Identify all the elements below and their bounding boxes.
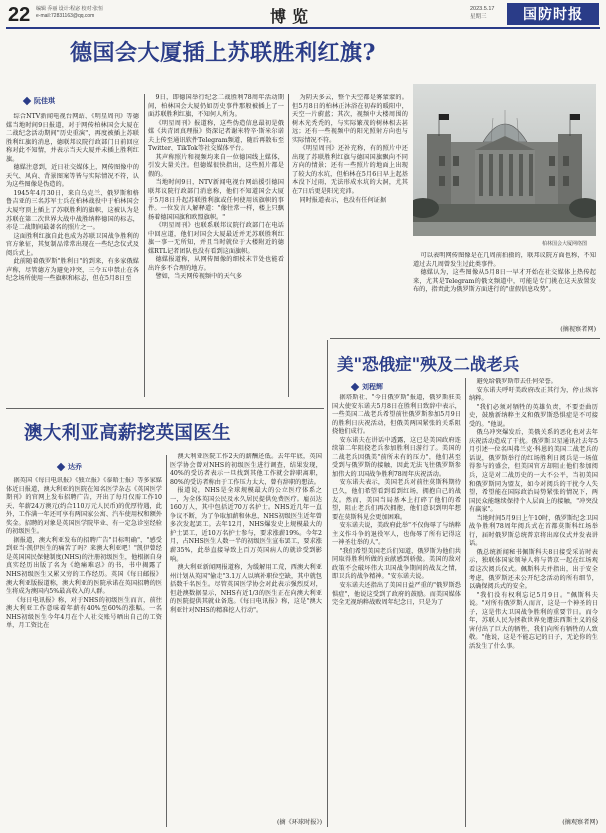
section-divider <box>6 408 324 409</box>
paragraph: 俄总统新闻秘书佩斯科夫8日接受采访时表示，独联体国家领导人将与普京一起在红场观看这次阅兵仪式。佩斯科夫并指出，出于安全考虑，俄罗斯还未公开纪念活动的所有细节，以确保阅兵式的安全。 <box>469 548 598 591</box>
article2-column-2 <box>170 453 322 815</box>
paragraph: 安东诺夫在讲话中透露，这已是美国政府连续第二年阻挠老兵参加胜利日游行了。美国的二战老兵因俄美"前所未有的压力"，他们甚至受到与俄罗斯的接触，因此无法飞往俄罗斯参加伟大的卫国战争胜利78周年庆祝活动。 <box>332 436 461 478</box>
column-divider <box>288 94 289 397</box>
article2-author: 达乔 <box>68 462 82 471</box>
paragraph: 譬如，当天网传视频中的天气多 <box>155 273 243 281</box>
header-rule <box>6 27 600 29</box>
column-divider <box>144 94 145 397</box>
article3-headline: 美"恐俄症"殃及二战老兵 <box>337 355 520 374</box>
article3-column-2 <box>469 378 598 810</box>
section-divider <box>330 338 600 339</box>
editor-credits: 编辑 乔丽 设计:程宓 校对:张恒 e-mail:72831163@qq.com <box>36 6 103 19</box>
article2-byline <box>58 462 82 472</box>
paragraph: 澳大利亚新闻网报道称，为缓解用工荒，西澳大利亚州计划从英国"偷走"3.1万人以填补职位空缺，其中就包括数千名医生。尽管英国医学协会对此表示强烈反对，但赴澳数据显示，NHS有近1/3的医生正在向澳大利亚的医院提供其就业备选。《每日电讯报》称，这是"澳大利亚针对NHS的精准挖人行动"。 <box>170 564 322 614</box>
newspaper-masthead: 国防时报 <box>507 3 599 25</box>
paragraph: 据英国《每日电讯报》《独立报》《泰晤士报》等多家媒体近日报道，澳大利亚的医院在知名医学杂志《英国医学期刊》的官网上发布招聘广告，开出了每月仅需工作10天、年薪24万澳元(约合110万元人民币)的优厚待遇，此外，工作满一年还可享有两国家公寓、汽车使用权和额外奖金。招聘的对象是英国医学院毕业、有一定急诊室经验的初级医生。 <box>6 477 162 536</box>
paragraph: 《每日电讯报》称，对于NHS的初级医生而言，前往澳大利亚工作意味着年薪有40%至60%的涨幅。一名NHS初级医生今年4月在个人社交账号晒出自己的工资单，月工资比在 <box>6 596 162 630</box>
paragraph: 《明星周刊》还补充称，有的照片中还出现了苏联胜利红旗与德国国旗飘向不同方向的情景；还有一些照片的地面上出现了较大的水坑，但柏林在5月6日早上起基本没下过雨，无法形成水坑的大洞，尤其在7日后更是阳光充沛。 <box>292 145 408 196</box>
paragraph: 安东诺夫表示，美国老兵对前往莫斯科期待已久，他们希望看到看到红场，拥抱自己的战友。然而，美国当局基本上打碎了他们的希望，阻止老兵们再次拥抱，他们意识到明年想要在莫斯科见会更加困难。 <box>332 479 461 521</box>
paragraph: 其声称照片和视频均来自一位德国线上媒体，引发大量关注。但德媒很快指出，这些照片都是假的。 <box>148 153 284 178</box>
issue-date: 2023.5.17 星期三 <box>470 6 495 20</box>
article3-byline <box>352 382 383 392</box>
paragraph: 此前随着俄罗斯"胜利日"的到来，有多家俄媒声称，尽管德方为避免冲突，三令五申禁止在各纪念场所使用一些旗帜和标志，但在5月8日至 <box>6 258 139 283</box>
article1-byline <box>24 96 55 106</box>
article2-headline: 澳大利亚高薪挖英国医生 <box>24 423 231 444</box>
article1-column-4 <box>413 252 596 332</box>
paragraph: 这面胜利红旗自此也成为苏联卫国战争胜利的官方象征，其复制品常常出现在一些纪念仪式及阅兵式上。 <box>6 232 139 257</box>
photo-caption: 柏林国会大厦网络图 <box>542 241 588 247</box>
paragraph: 为阴天多云，整个天空都是雾蒙蒙的。但5月8日的柏林正沐浴在初春的暖阳中，天空一片蔚蓝；其次，视频中大楼周围的树木光秃秃的，与实际繁茂的树林相去甚远；还有一些视频中的阳光照射方向也与实际情况不符。 <box>292 94 408 144</box>
paragraph: 俄乌冲突爆发后，美俄关系的恶化也对去年庆祝活动造成了干扰。俄罗斯卫星通讯社去年5月引述一位名叫弗兰克·科恩的美国二战老兵的话说，俄罗斯举行的红场胜利日阅兵是一场值得参与的盛会，但美国官方却阻止他们参加阅兵，这是对二战历史的一大不公平，当初美国和俄罗斯同为盟友，如今对阅兵的干扰令人失望，希望能在国际政治局势紧张的情况下，两国民众能继续保持个人层面上的接触，"冲突没有赢家"。 <box>469 429 598 514</box>
article3-author: 刘程辉 <box>362 382 383 391</box>
article3-credit: (摘观察者网) <box>562 819 598 826</box>
paragraph: 德媒报道称，从网传图像的细枝末节处也能看出许多不合理的地方。 <box>148 256 284 272</box>
page-number: 22 <box>8 4 31 26</box>
paragraph: 德媒注意到，近日社交媒体上，网传图像中的天气、风向、背景图案等皆与实际情况不符，认为这些图像是伪造的。 <box>6 164 139 189</box>
article3-column-1 <box>332 394 461 828</box>
byline-diamond-icon <box>351 383 359 391</box>
reichstag-illustration <box>413 84 596 236</box>
paragraph: 《明星周刊》报道称，这些伪造信息最初是俄媒《共青团真理报》资深记者谢米特辛·斯米尔诺夫上传至通讯软件Telegram频道，随后再散布至Twitter、TikTok等社交媒体平台。 <box>148 119 284 153</box>
paragraph: 报道说，NHS是全球规模最大的公立医疗体系之一，为全体英国公民及永久居民提供免费医疗。雇员达160万人，其中包括近70万名护士。NHS近几年一直争议不断，为了争取加薪和休息，NHS初级医生近年曾多次发起罢工。去年12月，NHS爆发史上规模最大的护士罢工，近10万名护士参与，要求涨薪19%。今年2月，占NHS医生人数一半的初级医生宣布罢工，要求涨薪35%，此举直接导致上百万英国病人的就诊受到影响。 <box>170 487 322 563</box>
column-divider <box>327 340 328 827</box>
section-title: 博览 <box>270 7 315 26</box>
paragraph: "我们必须对牺牲的英雄负责，不要歪曲历史，鼓励新纳粹主义和俄罗斯恐惧症是不可接受的。"他说。 <box>469 403 598 428</box>
article2-credit: (摘《环球时报》) <box>276 819 322 826</box>
article1-headline: 德国会大厦插上苏联胜利红旗? <box>70 40 376 66</box>
paragraph: 当地时间5月9日上午10时，俄罗斯纪念卫国战争胜利78周年阅兵式在首都莫斯科红场举行，届时俄罗斯总统普京将出席仪式并发表讲话。 <box>469 514 598 548</box>
paragraph: 安东诺夫说，美政府此举"不仅侮辱了与纳粹主义作斗争的退役军人，也侮辱了所有记得这一神圣壮举的人"。 <box>332 522 461 547</box>
column-divider <box>166 455 167 827</box>
column-divider <box>465 378 466 827</box>
reichstag-photo <box>413 84 596 236</box>
paragraph: 安东诺夫还指出了美国日益严重的"俄罗斯恐惧症"，他说这受到了政府的鼓励。而美国媒体完全无视纳粹战败周年纪念日，只是为了 <box>332 582 461 607</box>
article1-column-2 <box>148 94 284 400</box>
byline-diamond-icon <box>23 97 31 105</box>
paragraph: 澳大利亚医院工作2天的薪酬还低。去年年底，英国医学协会曾对NHS的初级医生进行调查，结果发现，40%的受访者表示一旦找到其他工作就会辞职离职，80%的受访者称由于工作压力太大，曾有辞职的想法。 <box>170 453 322 486</box>
paragraph: 安东诺夫呼吁美政府改正其行为，停止纵容纳粹。 <box>469 386 598 403</box>
paragraph: 9日，即德国举行纪念二战胜利78周年活动期间，柏林国会大厦仍如历史事件那般被插上了一面苏联胜利红旗，不知何人所为。 <box>148 94 284 119</box>
paragraph: 综合NTV新闻电视台网站、《明星周刊》等德媒当地时间9日报道，对于网传柏林国会大厦在二战纪念活动期间"历史重演"，再度被插上苏联胜利红旗的消息，德联邦议院行政部门日前回应称对此不知情，并表示当天大厦并未插上胜利红旗。 <box>6 113 139 163</box>
byline-diamond-icon <box>57 463 65 471</box>
paragraph: 1945年4月30日，来自乌克兰、俄罗斯和格鲁吉亚的三名苏军士兵在柏林战役中于柏林国会大厦穹顶上插上了苏联胜利的旗帜，这被认为是苏联在第二次世界大战中战胜纳粹德国的标志，亦是二战期间最著名的照片之一。 <box>6 189 139 232</box>
paragraph: "我们希望美国老兵们知道，俄罗斯为他们共同取得胜利所做的贡献感到骄傲。美国的敌对政策不会破坏伟大卫国战争期间的战友之情，即卫兵的战争精神。"安东诺夫说。 <box>332 547 461 581</box>
article2-column-1 <box>6 477 162 829</box>
paragraph: 当地时间9日，NTV新闻电视台网站援引德国联邦议院行政部门消息称，他们不知道国会大厦于5月8日升起苏联胜利旗或任何使用该旗帜的事件。一位发言人解释道："像往常一样，楼上只飘扬着德国国旗和欧盟旗帜。" <box>148 179 284 221</box>
paragraph: 据报道，澳大利亚发布的招聘广告"目标明确"，"感受到亚当·凯伊医生的痛苦了吗？来澳大利亚吧！"凯伊曾经是英国国民保健制度(NHS)的注册初级医生，他根据自身真实经历出版了名为《绝痛难忍》的书，书中揭露了NHS初级医生又累又穷的工作经历。英国《每日邮报》澳大利亚版报道称，澳大利亚的医院承诺在英国招聘的医生将成为澳国内5%最高收入的人群。 <box>6 536 162 596</box>
article1-column-1 <box>6 113 139 400</box>
paragraph: 《明星周刊》也联系联邦议院行政部门在电话中回应道，他们对国会大厦最近并无苏联胜利红旗一事一无所知，并且当时就位于大楼附近的德媒RTL记者团队也没有看到这面旗帜。 <box>148 222 284 255</box>
paragraph: 可以表明网传图像是在几周前拍摄的，联邦议院方面也称，不知道过去几周曾发生过此类事件。 <box>413 252 596 268</box>
article1-credit: (摘视察者网) <box>560 326 596 333</box>
article1-author: 阮佳琪 <box>34 96 55 105</box>
paragraph: 同时报道表示，也没有任何证据 <box>299 196 387 204</box>
paragraph: "我们没有权利忘记5月9日。"佩斯科夫说。"对所有俄罗斯人而言，这是一个神圣的日子，这是伟大卫国战争胜利的重要节日。而今年，苏联人民为拯救世界免遭法西斯主义的侵害付出了巨大的牺牲，我们向所有牺牲的人致敬。"他说，这是不能忘记的日子，无论你的生活发生了什么事。 <box>469 591 598 650</box>
paragraph: 德媒认为，这些图像从5月8日一早才开始在社交媒体上热传起来，尤其是Telegram的俄文频道中，可能是专门挑在这天放置发布的，指责此为俄罗斯方面进行的"虚假信息攻势"。 <box>413 269 596 294</box>
paragraph: 避免给俄罗斯带去任何荣誉。 <box>476 378 557 385</box>
paragraph: 据塔斯社、"今日俄罗斯"报道，俄罗斯驻美国大使安东诺夫5月8日在胜利日致辞中表示，一些美国二战老兵希望前往俄罗斯参加5月9日的胜利日庆祝活动，但俄美两国紧张的关系阻挠他们成行。 <box>332 394 461 436</box>
